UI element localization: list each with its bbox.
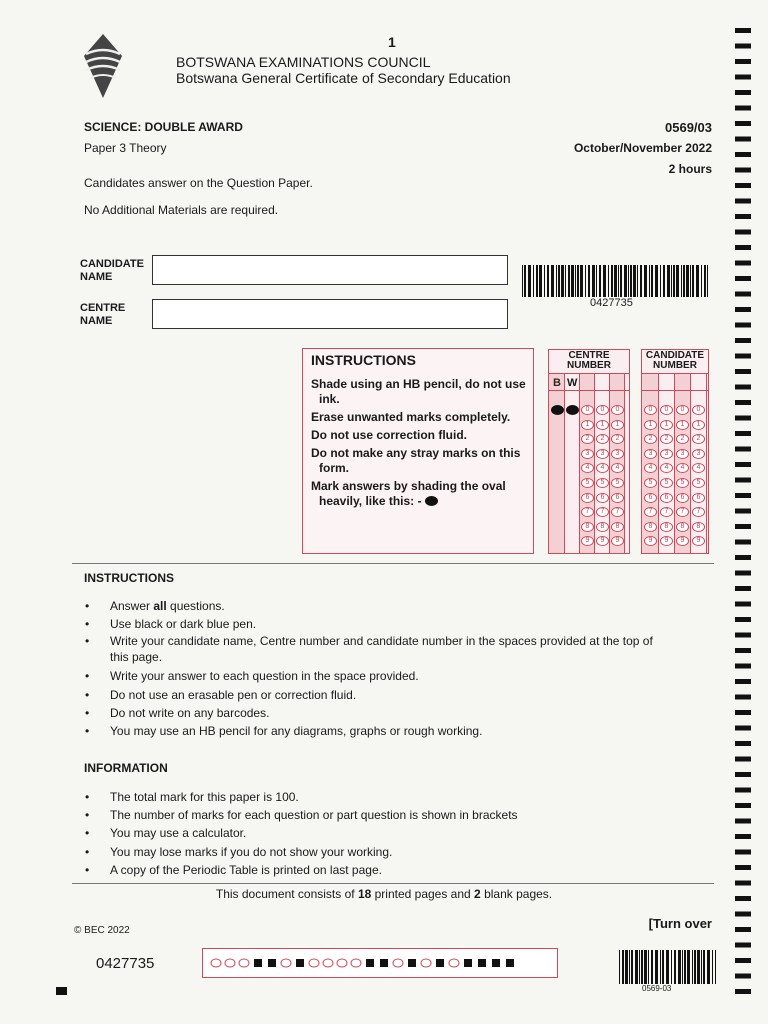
digit-oval[interactable]: 9 [596,536,609,546]
instruction-item: • Write your answer to each question in the space provided. [84,667,664,685]
shaded-oval [551,405,564,415]
candidate-name-label: CANDIDATE NAME [80,258,144,283]
digit-oval[interactable]: 4 [660,463,673,473]
materials-note: No Additional Materials are required. [84,203,279,217]
instruction-item: • Use black or dark blue pen. [84,615,664,633]
digit-oval[interactable]: 8 [644,522,657,532]
digit-oval[interactable]: 1 [676,420,689,430]
instruction-item: • Answer all questions. [84,597,664,615]
barcode-number: 0427735 [590,297,633,309]
candidates-answer-note: Candidates answer on the Question Paper. [84,176,313,190]
digit-oval[interactable]: 5 [660,478,673,488]
candidate-name-field[interactable] [152,255,508,285]
digit-oval[interactable]: 3 [660,449,673,459]
digit-oval[interactable]: 8 [660,522,673,532]
information-item: • A copy of the Periodic Table is printed on last page. [84,861,664,879]
candidate-number-grid [641,349,709,554]
digit-oval[interactable]: 0 [581,405,594,415]
timing-marks [733,28,753,998]
digit-oval[interactable]: 5 [692,478,705,488]
shaded-oval [566,405,579,415]
digit-oval[interactable]: 7 [692,507,705,517]
digit-oval[interactable]: 4 [644,463,657,473]
digit-oval[interactable]: 7 [660,507,673,517]
digit-oval[interactable]: 4 [692,463,705,473]
digit-oval[interactable]: 5 [581,478,594,488]
digit-oval[interactable]: 9 [644,536,657,546]
digit-oval[interactable]: 3 [611,449,624,459]
digit-oval[interactable]: 4 [596,463,609,473]
digit-oval[interactable]: 4 [611,463,624,473]
centre-prefix-letter: W [567,377,578,389]
digit-oval[interactable]: 6 [581,493,594,503]
information-title: INFORMATION [84,761,168,775]
digit-oval[interactable]: 9 [660,536,673,546]
digit-oval[interactable]: 6 [644,493,657,503]
centre-number-grid [548,349,630,554]
digit-oval[interactable]: 2 [611,434,624,444]
centre-prefix-letter: B [553,377,561,389]
encoded-number-strip [202,948,558,978]
encoded-marks [203,949,557,977]
digit-oval[interactable]: 8 [692,522,705,532]
digit-oval[interactable]: 9 [692,536,705,546]
digit-oval[interactable]: 2 [676,434,689,444]
shading-instruction [311,479,527,509]
subject-title: SCIENCE: DOUBLE AWARD [84,120,243,134]
digit-oval[interactable]: 8 [611,522,624,532]
centre-number-header: CENTRE NUMBER [549,350,629,374]
digit-oval[interactable]: 6 [676,493,689,503]
shading-instruction: Erase unwanted marks completely. [311,410,511,424]
shading-instructions-title: INSTRUCTIONS [311,352,416,368]
council-header [176,54,511,86]
paper-label: Paper 3 Theory [84,141,167,155]
digit-oval[interactable]: 7 [611,507,624,517]
footer-barcode [619,950,716,984]
candidate-number-printed: 0427735 [96,955,155,972]
digit-oval[interactable]: 8 [596,522,609,532]
digit-oval[interactable]: 4 [676,463,689,473]
digit-oval[interactable]: 8 [676,522,689,532]
exam-session: October/November 2022 [573,141,712,155]
centre-name-field[interactable] [152,299,508,329]
digit-oval[interactable]: 1 [611,420,624,430]
digit-oval[interactable]: 5 [596,478,609,488]
digit-oval[interactable]: 6 [660,493,673,503]
instruction-item: • Write your candidate name, Centre number and candidate number in the spaces provided at the top of this page. [84,633,664,665]
information-item: • You may use a calculator. [84,824,664,842]
digit-oval[interactable]: 3 [692,449,705,459]
digit-oval[interactable]: 9 [581,536,594,546]
digit-oval[interactable]: 9 [611,536,624,546]
digit-oval[interactable]: 0 [692,405,705,415]
digit-oval[interactable]: 0 [611,405,624,415]
digit-oval[interactable]: 8 [581,522,594,532]
digit-oval[interactable]: 6 [596,493,609,503]
digit-oval[interactable]: 1 [660,420,673,430]
council-name: BOTSWANA EXAMINATIONS COUNCIL [176,54,431,70]
barcode [522,265,708,297]
digit-oval[interactable]: 5 [644,478,657,488]
centre-name-label: CENTRE NAME [80,302,126,327]
shading-instruction: Do not make any stray marks on this form. [311,446,521,475]
page-number: 1 [388,34,396,50]
document-page-count: This document consists of 18 printed pages and 2 blank pages. [215,887,553,901]
digit-oval[interactable]: 3 [596,449,609,459]
digit-oval[interactable]: 0 [676,405,689,415]
shading-instructions-list [311,377,527,512]
digit-oval[interactable]: 2 [596,434,609,444]
instructions-list [84,597,664,740]
digit-oval[interactable]: 0 [660,405,673,415]
candidate-number-header: CANDIDATE NUMBER [642,350,708,374]
instruction-item: • Do not use an erasable pen or correction fluid. [84,686,664,704]
certificate-name: Botswana General Certificate of Secondary Education [176,70,511,86]
information-item: • The number of marks for each question or part question is shown in brackets [84,806,664,824]
digit-oval[interactable]: 2 [692,434,705,444]
digit-oval[interactable]: 3 [676,449,689,459]
digit-oval[interactable]: 2 [581,434,594,444]
digit-oval[interactable]: 2 [660,434,673,444]
bec-logo-icon [82,34,124,98]
digit-oval[interactable]: 7 [581,507,594,517]
instruction-item: • Do not write on any barcodes. [84,704,664,722]
filled-oval-example-icon [425,496,438,506]
footer-barcode-code: 0569-03 [642,984,672,993]
information-list [84,788,664,879]
shading-instruction: Do not use correction fluid. [311,428,468,442]
digit-oval[interactable]: 0 [596,405,609,415]
digit-oval[interactable]: 1 [581,420,594,430]
instructions-title: INSTRUCTIONS [84,571,174,585]
copyright: © BEC 2022 [74,925,130,936]
digit-oval[interactable]: 1 [644,420,657,430]
digit-oval[interactable]: 1 [692,420,705,430]
digit-oval[interactable]: 7 [644,507,657,517]
digit-oval[interactable]: 2 [644,434,657,444]
divider [72,563,714,564]
information-item: • You may lose marks if you do not show your working. [84,843,664,861]
paper-code: 0569/03 [665,120,712,135]
exam-duration: 2 hours [668,162,712,176]
shading-instruction: Shade using an HB pencil, do not use ink. [311,377,526,406]
digit-oval[interactable]: 9 [676,536,689,546]
footer-divider [72,883,714,884]
instruction-item: • You may use an HB pencil for any diagrams, graphs or rough working. [84,722,664,740]
digit-oval[interactable]: 0 [644,405,657,415]
digit-oval[interactable]: 5 [611,478,624,488]
digit-oval[interactable]: 3 [581,449,594,459]
shading-instruction-text: Mark answers by shading the oval heavily, like this: - [311,479,506,508]
digit-oval[interactable]: 3 [644,449,657,459]
registration-mark [56,987,67,995]
turn-over: [Turn over [648,916,712,931]
digit-oval[interactable]: 7 [676,507,689,517]
digit-oval[interactable]: 4 [581,463,594,473]
digit-oval[interactable]: 7 [596,507,609,517]
digit-oval[interactable]: 5 [676,478,689,488]
information-item: • The total mark for this paper is 100. [84,788,664,806]
digit-oval[interactable]: 6 [611,493,624,503]
digit-oval[interactable]: 1 [596,420,609,430]
digit-oval[interactable]: 6 [692,493,705,503]
